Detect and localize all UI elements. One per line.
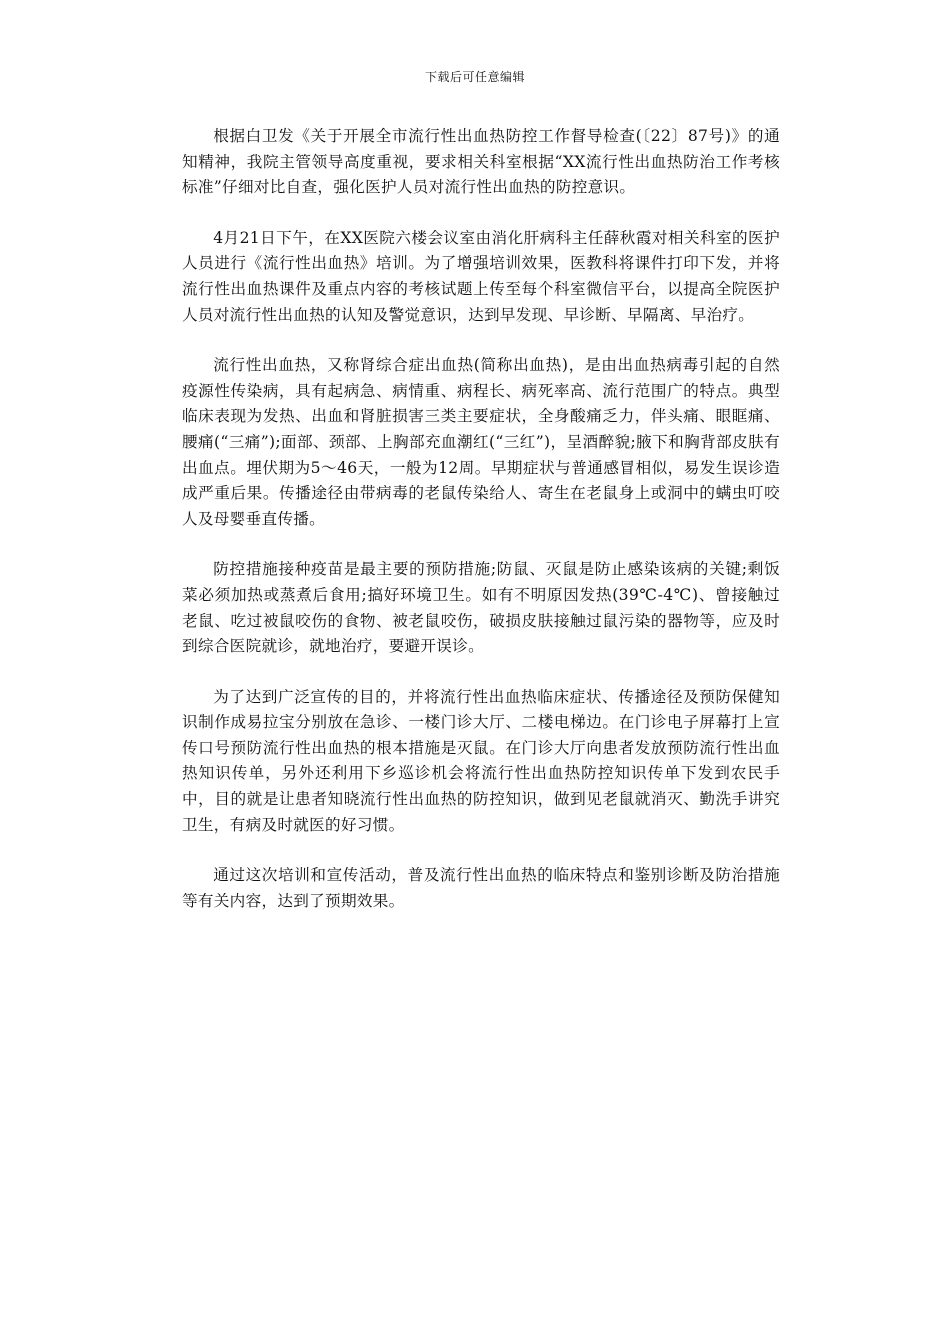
- paragraph-1: 根据白卫发《关于开展全市流行性出血热防控工作督导检查(〔22〕87号)》的通知精神，我院主管领导高度重视，要求相关科室根据“XX流行性出血热防治工作考核标准”仔细对比自查，强化医护人员对流行性出血热的防控意识。: [182, 127, 780, 197]
- header-note: 下载后可任意编辑: [424, 70, 525, 84]
- paragraph-2: 4月21日下午，在XX医院六楼会议室由消化肝病科主任薛秋霞对相关科室的医护人员进行《流行性出血热》培训。为了增强培训效果，医教科将课件打印下发，并将流行性出血热课件及重点内容的考核试题上传至每个科室微信平台，以提高全院医护人员对流行性出血热的认知及警觉意识，达到早发现、早诊断、早隔离、早治疗。: [182, 228, 780, 324]
- paragraph-5: 为了达到广泛宣传的目的，并将流行性出血热临床症状、传播途径及预防保健知识制作成易拉宝分别放在急诊、一楼门诊大厅、二楼电梯边。在门诊电子屏幕打上宣传口号预防流行性出血热的根本措施是灭鼠。在门诊大厅向患者发放预防流行性出血热知识传单，另外还利用下乡巡诊机会将流行性出血热防控知识传单下发到农民手中，目的就是让患者知晓流行性出血热的防控知识，做到见老鼠就消灭、勤洗手讲究卫生，有病及时就医的好习惯。: [182, 687, 780, 834]
- paragraph-3: 流行性出血热，又称肾综合症出血热(简称出血热)，是由出血热病毒引起的自然疫源性传染病，具有起病急、病情重、病程长、病死率高、流行范围广的特点。典型临床表现为发热、出血和肾脏损害三类主要症状，全身酸痛乏力，伴头痛、眼眶痛、腰痛(“三痛”);面部、颈部、上胸部充血潮红(“三红”)，呈酒醉貌;腋下和胸背部皮肤有出血点。埋伏期为5～46天，一般为12周。早期症状与普通感冒相似，易发生误诊造成严重后果。传播途径由带病毒的老鼠传染给人、寄生在老鼠身上或洞中的螨虫叮咬人及母婴垂直传播。: [182, 356, 780, 528]
- paragraph-4: 防控措施接种疫苗是最主要的预防措施;防鼠、灭鼠是防止感染该病的关键;剩饭菜必须加热或蒸煮后食用;搞好环境卫生。如有不明原因发热(39℃-4℃)、曾接触过老鼠、吃过被鼠咬伤的食物、被老鼠咬伤，破损皮肤接触过鼠污染的器物等，应及时到综合医院就诊，就地治疗，要避开误诊。: [182, 560, 780, 656]
- document-body: [182, 124, 780, 939]
- paragraph-6: 通过这次培训和宣传活动，普及流行性出血热的临床特点和鉴别诊断及防治措施等有关内容，达到了预期效果。: [182, 866, 780, 910]
